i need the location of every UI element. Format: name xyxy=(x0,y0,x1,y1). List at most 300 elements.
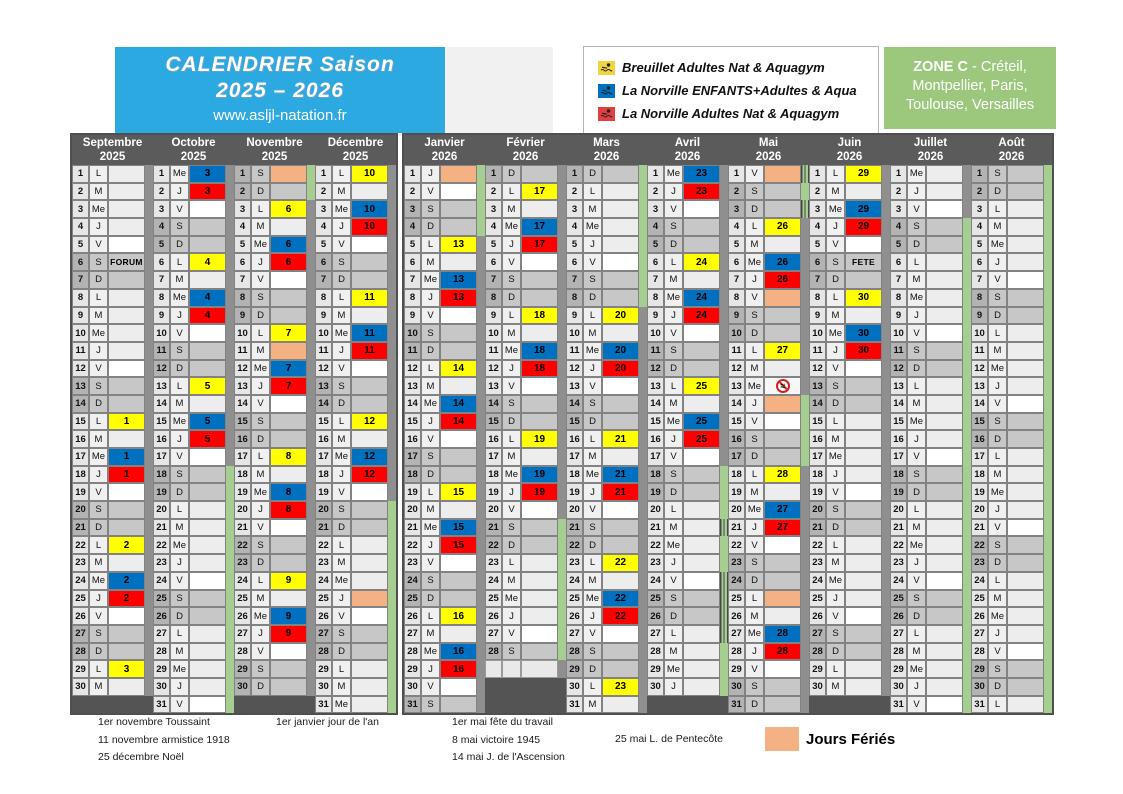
session-cell: 19 xyxy=(521,483,558,501)
session-cell xyxy=(270,554,307,572)
calendar-row xyxy=(485,395,566,413)
day-letter-cell: J xyxy=(664,430,683,448)
day-number-cell: 15 xyxy=(566,413,583,431)
session-cell: 14 xyxy=(440,395,477,413)
calendar-row xyxy=(809,643,890,661)
vacation-strip xyxy=(1044,519,1052,537)
vacation-strip xyxy=(145,536,153,554)
calendar-row xyxy=(566,448,647,466)
vacation-strip xyxy=(882,519,890,537)
day-letter-cell: V xyxy=(907,448,926,466)
day-number-cell: 31 xyxy=(315,696,332,714)
day-letter-cell: V xyxy=(502,253,521,271)
day-number-cell: 8 xyxy=(485,289,502,307)
vacation-strip xyxy=(388,466,396,484)
day-letter-cell: Me xyxy=(745,253,764,271)
calendar-row xyxy=(153,519,234,537)
calendar-row xyxy=(809,501,890,519)
calendar-row xyxy=(72,413,153,431)
session-cell xyxy=(270,271,307,289)
calendar-row xyxy=(809,342,890,360)
session-cell: 17 xyxy=(521,218,558,236)
calendar-row xyxy=(890,696,971,714)
session-cell xyxy=(108,678,145,696)
holiday-notes-autumn xyxy=(98,714,230,767)
day-letter-cell: V xyxy=(664,448,683,466)
day-number-cell: 8 xyxy=(809,289,826,307)
day-number-cell: 27 xyxy=(72,625,89,643)
calendar-row xyxy=(315,342,396,360)
calendar-row xyxy=(647,236,728,254)
day-letter-cell: S xyxy=(89,377,108,395)
session-cell xyxy=(926,236,963,254)
vacation-strip xyxy=(145,643,153,661)
calendar-row xyxy=(890,643,971,661)
vacation-strip xyxy=(145,466,153,484)
title-box xyxy=(115,47,445,133)
session-cell xyxy=(440,466,477,484)
calendar-row xyxy=(728,430,809,448)
vacation-strip xyxy=(963,501,971,519)
session-cell: 27 xyxy=(764,519,801,537)
holiday-cell xyxy=(764,590,801,608)
session-cell: 16 xyxy=(440,643,477,661)
month-header xyxy=(234,135,315,165)
session-cell xyxy=(845,678,882,696)
calendar-row xyxy=(809,572,890,590)
calendar-row xyxy=(404,360,485,378)
day-letter-cell: D xyxy=(826,271,845,289)
calendar-row xyxy=(153,253,234,271)
calendar-row xyxy=(485,183,566,201)
vacation-strip xyxy=(307,360,315,378)
day-letter-cell: J xyxy=(907,554,926,572)
vacation-strip xyxy=(720,430,728,448)
filler-cell xyxy=(647,696,728,714)
session-cell xyxy=(1007,448,1044,466)
day-number-cell: 24 xyxy=(971,572,988,590)
day-letter-cell: S xyxy=(332,501,351,519)
session-cell xyxy=(1007,413,1044,431)
day-letter-cell: D xyxy=(664,483,683,501)
day-number-cell: 18 xyxy=(809,466,826,484)
vacation-strip xyxy=(558,324,566,342)
session-cell xyxy=(1007,289,1044,307)
vacation-strip xyxy=(307,501,315,519)
day-letter-cell: V xyxy=(988,271,1007,289)
calendar-row xyxy=(809,430,890,448)
vacation-strip xyxy=(963,448,971,466)
session-cell xyxy=(683,554,720,572)
day-letter-cell: D xyxy=(421,218,440,236)
calendar-row xyxy=(485,413,566,431)
vacation-strip xyxy=(388,307,396,325)
day-number-cell: 4 xyxy=(234,218,251,236)
day-number-cell: 8 xyxy=(566,289,583,307)
day-letter-cell: S xyxy=(332,377,351,395)
day-letter-cell: S xyxy=(988,165,1007,183)
day-number-cell: 12 xyxy=(890,360,907,378)
session-cell xyxy=(845,183,882,201)
day-number-cell: 16 xyxy=(72,430,89,448)
vacation-strip xyxy=(307,413,315,431)
day-number-cell: 18 xyxy=(566,466,583,484)
vacation-strip xyxy=(882,236,890,254)
day-letter-cell: S xyxy=(583,271,602,289)
session-cell xyxy=(926,678,963,696)
vacation-strip xyxy=(145,572,153,590)
calendar-row xyxy=(234,536,315,554)
day-letter-cell: S xyxy=(89,625,108,643)
session-cell xyxy=(683,395,720,413)
month-header xyxy=(647,135,728,165)
vacation-strip xyxy=(1044,625,1052,643)
calendar-row xyxy=(809,395,890,413)
session-cell xyxy=(440,448,477,466)
calendar-row xyxy=(72,536,153,554)
calendar-row xyxy=(404,342,485,360)
zone-label: ZONE C xyxy=(913,59,968,75)
day-number-cell: 31 xyxy=(404,696,421,714)
vacation-strip xyxy=(477,607,485,625)
website-link[interactable]: www.asljl-natation.fr xyxy=(213,107,347,124)
session-cell xyxy=(764,554,801,572)
session-cell xyxy=(108,501,145,519)
session-cell xyxy=(189,395,226,413)
day-number-cell: 10 xyxy=(809,324,826,342)
calendar-row xyxy=(485,430,566,448)
session-cell xyxy=(764,448,801,466)
empty-session-cell xyxy=(521,660,558,678)
day-number-cell: 21 xyxy=(153,519,170,537)
session-cell xyxy=(108,643,145,661)
day-letter-cell: J xyxy=(332,218,351,236)
day-number-cell: 24 xyxy=(728,572,745,590)
vacation-strip xyxy=(1044,236,1052,254)
calendar-row xyxy=(153,271,234,289)
day-number-cell: 18 xyxy=(153,466,170,484)
session-cell xyxy=(845,360,882,378)
vacation-strip xyxy=(388,607,396,625)
day-letter-cell: L xyxy=(421,360,440,378)
vacation-strip xyxy=(639,430,647,448)
session-cell xyxy=(683,572,720,590)
day-number-cell: 4 xyxy=(566,218,583,236)
day-letter-cell: S xyxy=(421,448,440,466)
month-name: Avril xyxy=(674,137,701,149)
calendar-row xyxy=(404,165,485,183)
session-cell: 26 xyxy=(764,271,801,289)
day-letter-cell: M xyxy=(170,519,189,537)
zone-cities-2: Montpellier, Paris, xyxy=(912,78,1028,94)
day-letter-cell: D xyxy=(583,165,602,183)
day-letter-cell: J xyxy=(170,307,189,325)
calendar-row xyxy=(234,324,315,342)
day-letter-cell: V xyxy=(826,483,845,501)
month-header xyxy=(728,135,809,165)
day-number-cell: 8 xyxy=(971,289,988,307)
vacation-strip xyxy=(720,253,728,271)
month-mai xyxy=(728,135,809,713)
day-letter-cell: Me xyxy=(332,324,351,342)
day-number-cell: 6 xyxy=(971,253,988,271)
session-cell xyxy=(602,501,639,519)
day-letter-cell: S xyxy=(502,519,521,537)
calendar-row xyxy=(809,519,890,537)
calendar-row xyxy=(485,572,566,590)
session-cell xyxy=(108,360,145,378)
day-number-cell: 4 xyxy=(153,218,170,236)
day-letter-cell: M xyxy=(583,696,602,714)
vacation-strip xyxy=(963,324,971,342)
session-cell xyxy=(1007,360,1044,378)
session-cell xyxy=(270,536,307,554)
session-cell xyxy=(764,307,801,325)
vacation-strip xyxy=(1044,377,1052,395)
calendar-table-jan-aug xyxy=(402,133,1054,715)
day-letter-cell: M xyxy=(988,342,1007,360)
session-cell xyxy=(1007,572,1044,590)
day-number-cell: 23 xyxy=(890,554,907,572)
day-number-cell: 19 xyxy=(404,483,421,501)
day-letter-cell: J xyxy=(664,307,683,325)
calendar-row xyxy=(809,200,890,218)
session-cell xyxy=(351,377,388,395)
day-number-cell: 12 xyxy=(566,360,583,378)
day-number-cell: 8 xyxy=(72,289,89,307)
calendar-row xyxy=(404,678,485,696)
day-number-cell: 28 xyxy=(72,643,89,661)
day-number-cell: 8 xyxy=(234,289,251,307)
vacation-strip xyxy=(558,413,566,431)
vacation-strip xyxy=(963,395,971,413)
calendar-row xyxy=(153,289,234,307)
day-letter-cell: J xyxy=(89,342,108,360)
day-number-cell: 26 xyxy=(566,607,583,625)
session-cell: 10 xyxy=(351,218,388,236)
vacation-strip xyxy=(226,271,234,289)
session-cell xyxy=(764,413,801,431)
day-number-cell: 2 xyxy=(566,183,583,201)
vacation-strip xyxy=(639,360,647,378)
day-letter-cell: L xyxy=(664,625,683,643)
session-cell xyxy=(440,307,477,325)
vacation-strip xyxy=(1044,413,1052,431)
session-cell xyxy=(926,271,963,289)
day-number-cell: 27 xyxy=(566,625,583,643)
day-number-cell: 21 xyxy=(566,519,583,537)
day-letter-cell: V xyxy=(988,643,1007,661)
vacation-strip xyxy=(963,360,971,378)
vacation-strip xyxy=(720,183,728,201)
day-letter-cell: S xyxy=(421,572,440,590)
day-letter-cell: V xyxy=(583,625,602,643)
calendar-row xyxy=(647,696,728,714)
calendar-row xyxy=(728,165,809,183)
day-number-cell: 10 xyxy=(566,324,583,342)
calendar-row xyxy=(234,377,315,395)
day-letter-cell: M xyxy=(332,678,351,696)
day-letter-cell: L xyxy=(664,253,683,271)
month-header xyxy=(404,135,485,165)
vacation-strip xyxy=(307,289,315,307)
session-cell xyxy=(926,643,963,661)
calendar-row xyxy=(566,519,647,537)
day-number-cell: 30 xyxy=(728,678,745,696)
session-cell: 3 xyxy=(108,660,145,678)
vacation-strip xyxy=(882,590,890,608)
day-letter-cell: L xyxy=(826,660,845,678)
vacation-strip xyxy=(720,572,728,590)
holiday-note: 14 mai J. de l'Ascension xyxy=(452,751,565,763)
calendar-row xyxy=(647,519,728,537)
vacation-strip xyxy=(558,448,566,466)
day-letter-cell: Me xyxy=(664,289,683,307)
calendar-row xyxy=(809,696,890,714)
day-number-cell: 20 xyxy=(566,501,583,519)
vacation-strip xyxy=(388,271,396,289)
day-letter-cell: L xyxy=(988,448,1007,466)
calendar-row xyxy=(647,324,728,342)
zone-line1 xyxy=(884,58,1056,77)
day-number-cell: 13 xyxy=(728,377,745,395)
session-cell: 26 xyxy=(764,218,801,236)
vacation-strip xyxy=(226,395,234,413)
session-cell xyxy=(602,536,639,554)
calendar-row xyxy=(404,307,485,325)
day-letter-cell: V xyxy=(502,501,521,519)
day-letter-cell: J xyxy=(89,218,108,236)
day-letter-cell: Me xyxy=(89,572,108,590)
vacation-strip xyxy=(963,643,971,661)
session-cell xyxy=(764,607,801,625)
vacation-strip xyxy=(1044,696,1052,714)
session-cell xyxy=(189,625,226,643)
day-number-cell: 3 xyxy=(234,200,251,218)
day-letter-cell: D xyxy=(745,572,764,590)
calendar-row xyxy=(315,572,396,590)
day-number-cell: 25 xyxy=(315,590,332,608)
session-cell xyxy=(683,519,720,537)
calendar-row xyxy=(153,413,234,431)
vacation-strip xyxy=(720,377,728,395)
session-cell xyxy=(602,218,639,236)
day-number-cell: 10 xyxy=(485,324,502,342)
vacation-strip xyxy=(307,572,315,590)
day-letter-cell: V xyxy=(826,607,845,625)
day-number-cell: 20 xyxy=(153,501,170,519)
session-cell xyxy=(1007,678,1044,696)
calendar-row xyxy=(890,590,971,608)
session-cell xyxy=(351,519,388,537)
vacation-strip xyxy=(226,660,234,678)
vacation-strip xyxy=(882,165,890,183)
vacation-strip xyxy=(145,413,153,431)
session-cell xyxy=(764,572,801,590)
vacation-strip xyxy=(639,643,647,661)
session-cell: 12 xyxy=(351,413,388,431)
calendar-row xyxy=(890,554,971,572)
vacation-strip xyxy=(477,236,485,254)
session-cell xyxy=(521,590,558,608)
vacation-strip xyxy=(963,625,971,643)
day-number-cell: 29 xyxy=(728,660,745,678)
day-number-cell: 11 xyxy=(890,342,907,360)
calendar-row xyxy=(315,590,396,608)
session-cell: 22 xyxy=(602,554,639,572)
no-swim-cell xyxy=(764,377,801,395)
calendar-row xyxy=(72,448,153,466)
vacation-strip xyxy=(639,271,647,289)
session-cell xyxy=(521,501,558,519)
day-letter-cell: M xyxy=(826,307,845,325)
vacation-strip xyxy=(720,342,728,360)
day-letter-cell: S xyxy=(170,466,189,484)
day-letter-cell: L xyxy=(826,413,845,431)
day-letter-cell: S xyxy=(826,377,845,395)
vacation-strip xyxy=(1044,430,1052,448)
day-number-cell: 3 xyxy=(728,200,745,218)
day-number-cell: 12 xyxy=(809,360,826,378)
session-cell xyxy=(440,430,477,448)
day-number-cell: 18 xyxy=(728,466,745,484)
calendar-row xyxy=(404,466,485,484)
day-letter-cell: S xyxy=(907,466,926,484)
day-letter-cell: M xyxy=(502,448,521,466)
vacation-strip xyxy=(558,590,566,608)
session-cell xyxy=(351,253,388,271)
session-cell xyxy=(189,200,226,218)
day-number-cell: 8 xyxy=(315,289,332,307)
day-number-cell: 1 xyxy=(728,165,745,183)
day-number-cell: 12 xyxy=(315,360,332,378)
day-number-cell: 6 xyxy=(728,253,745,271)
session-cell: 21 xyxy=(602,430,639,448)
calendar-row xyxy=(566,660,647,678)
vacation-strip xyxy=(801,678,809,696)
empty-number-cell xyxy=(485,660,502,678)
day-number-cell: 5 xyxy=(315,236,332,254)
calendar-row xyxy=(404,200,485,218)
vacation-strip xyxy=(720,289,728,307)
day-number-cell: 20 xyxy=(485,501,502,519)
calendar-row xyxy=(728,200,809,218)
day-number-cell: 19 xyxy=(890,483,907,501)
day-letter-cell: L xyxy=(89,660,108,678)
calendar-row xyxy=(72,660,153,678)
calendar-row xyxy=(315,395,396,413)
swimmer-icon xyxy=(598,84,615,98)
vacation-strip xyxy=(720,271,728,289)
session-cell: 22 xyxy=(602,590,639,608)
day-letter-cell: D xyxy=(170,360,189,378)
calendar-row xyxy=(72,519,153,537)
day-number-cell: 15 xyxy=(647,413,664,431)
vacation-strip xyxy=(226,696,234,714)
calendar-row xyxy=(234,554,315,572)
vacation-strip xyxy=(720,466,728,484)
session-cell xyxy=(764,236,801,254)
day-number-cell: 27 xyxy=(809,625,826,643)
day-letter-cell: L xyxy=(745,342,764,360)
calendar-row xyxy=(809,253,890,271)
day-number-cell: 9 xyxy=(153,307,170,325)
day-letter-cell: J xyxy=(502,360,521,378)
month-septembre xyxy=(72,135,153,713)
calendar-row xyxy=(315,554,396,572)
day-number-cell: 14 xyxy=(728,395,745,413)
session-cell xyxy=(108,554,145,572)
